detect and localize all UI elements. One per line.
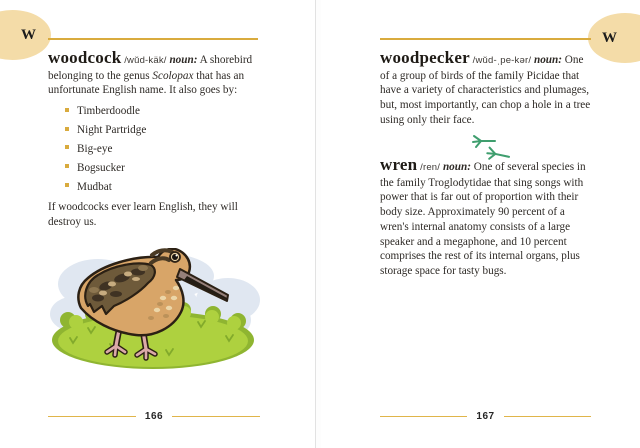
bullet-icon [65, 183, 69, 187]
alias-label: Timberdoodle [77, 105, 140, 118]
entry-top-rule [48, 38, 258, 40]
alias-label: Big-eye [77, 142, 113, 155]
bullet-icon [65, 108, 69, 112]
entry-top-rule [380, 38, 591, 40]
entry-paragraph [380, 155, 595, 279]
pronunciation: /wŭd-ˌpe-kər/ [472, 55, 532, 66]
footer-rule [48, 416, 136, 418]
genus-name: Scolopax [152, 69, 194, 82]
definition-text: One of a group of birds of the family Picidae that have a variety of characteristics and plumages, but, most importantly, can chop a hole in a tree using only their face. [380, 54, 591, 126]
alias-list [65, 104, 263, 194]
footer-rule [380, 416, 467, 418]
alias-item [65, 104, 263, 119]
alias-label: Mudbat [77, 180, 112, 193]
pronunciation: /ren/ [420, 162, 441, 173]
entry-wren [380, 155, 595, 279]
section-letter: W [602, 29, 617, 46]
bullet-icon [65, 127, 69, 131]
section-letter-tab [588, 13, 640, 63]
part-of-speech: noun: [169, 54, 198, 66]
woodcock-drawing [48, 248, 263, 390]
definition-text: One of several species in the family Troglodytidae that sing songs with power that is far out of proportion with their body size. Approximately 90 percent of a wren's internal anatomy consists of a large speaker and a megaphone, and 10 percent comprises the rest of its internal organs, plus storage space for tasty bugs. [380, 161, 586, 277]
woodcock-illustration [48, 248, 263, 390]
alias-item [65, 180, 263, 195]
closing-remark: If woodcocks ever learn English, they will destroy us. [48, 201, 238, 229]
pronunciation: /wŭd-käk/ [124, 55, 167, 66]
definition-text: that has an unfortunate English name. It also goes by: [48, 69, 245, 97]
page-number: 167 [476, 411, 495, 422]
headword: wren [380, 155, 418, 174]
footer-rule [172, 416, 260, 418]
entry-paragraph [380, 48, 595, 128]
bird-eye [170, 252, 180, 262]
section-letter-tab [0, 10, 51, 60]
part-of-speech: noun: [533, 54, 562, 66]
alias-label: Night Partridge [77, 124, 147, 136]
bullet-icon [65, 145, 69, 149]
part-of-speech: noun: [442, 161, 471, 173]
page-footer [380, 411, 591, 422]
bullet-icon [65, 164, 69, 168]
entry-paragraph [48, 48, 263, 98]
headword: woodcock [48, 48, 122, 67]
page-footer [48, 411, 260, 422]
alias-item [65, 161, 263, 176]
right-page [321, 0, 640, 448]
headword: woodpecker [380, 48, 470, 67]
left-page [0, 0, 316, 448]
alias-item [65, 123, 263, 138]
footer-rule [504, 416, 591, 418]
alias-item [65, 142, 263, 157]
definition-text: A shorebird belonging to the genus [48, 54, 253, 82]
entry-woodpecker [380, 48, 595, 128]
alias-label: Bogsucker [77, 161, 125, 174]
entry-woodcock [48, 48, 263, 230]
section-letter: W [21, 26, 36, 43]
page-number: 166 [144, 411, 164, 422]
